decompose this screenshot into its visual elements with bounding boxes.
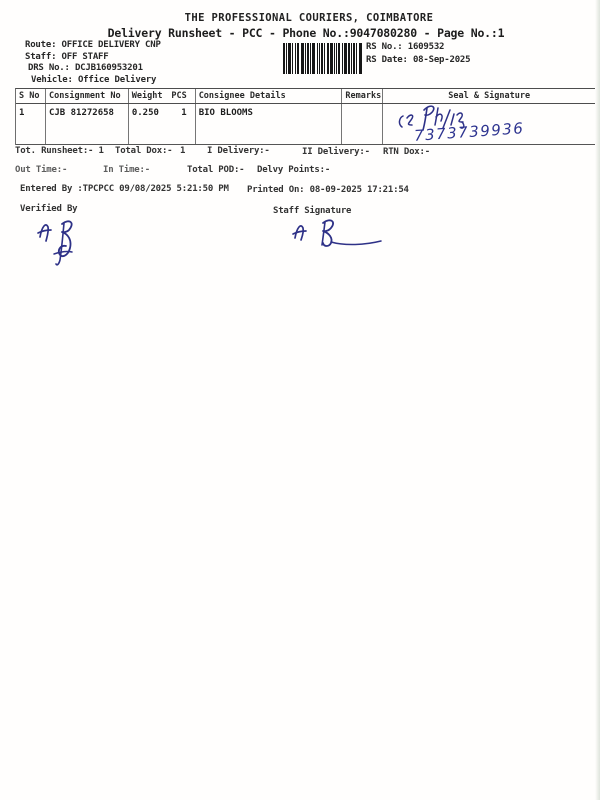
- in-time: In Time:-: [103, 165, 150, 175]
- row-weight: 0.250: [131, 108, 159, 118]
- staff-line: [25, 52, 109, 62]
- drs-line: [28, 63, 143, 73]
- header-consignee-details: Consignee Details: [196, 89, 343, 103]
- rs-date-label: RS Date:: [366, 55, 408, 65]
- vehicle-label: Vehicle:: [31, 75, 73, 85]
- rs-date-line: [366, 55, 470, 65]
- rs-date-value: 08-Sep-2025: [412, 55, 471, 65]
- page-title: THE PROFESSIONAL COURIERS, COIMBATORE: [184, 12, 434, 24]
- row-s-no: 1: [16, 104, 46, 144]
- rs-no-label: RS No.:: [366, 42, 403, 52]
- header-consignment-no: Consignment No: [46, 89, 129, 103]
- ii-delivery: II Delivery:-: [302, 147, 370, 157]
- out-time: Out Time:-: [15, 165, 68, 175]
- rs-no-line: [366, 42, 444, 52]
- printed-on: Printed On: 08-09-2025 17:21:54: [247, 185, 409, 195]
- row-consignment-no: CJB 81272658: [46, 104, 129, 144]
- barcode-image: [283, 43, 363, 74]
- vehicle-value: Office Delivery: [77, 75, 157, 85]
- header-weight-pcs: [129, 89, 196, 103]
- staff-signature-ink: [283, 216, 388, 254]
- rtn-dox: RTN Dox:-: [383, 147, 430, 157]
- drs-value: DCJB160953201: [74, 63, 143, 73]
- header-remarks: Remarks: [342, 89, 383, 103]
- row-remarks: [342, 104, 383, 144]
- row-pcs: 1: [181, 108, 187, 118]
- table-header-row: [16, 89, 595, 104]
- route-value: OFFICE DELIVERY CNP: [61, 40, 161, 50]
- rs-no-value: 1609532: [407, 42, 445, 52]
- i-delivery: I Delivery:-: [207, 146, 270, 156]
- seal-phone-number: 7373739936: [413, 119, 525, 145]
- tot-runsheet: Tot. Runsheet:- 1: [15, 146, 104, 156]
- verified-by-signature: [30, 216, 90, 268]
- vehicle-line: [31, 75, 156, 85]
- header-seal-signature: Seal & Signature: [448, 91, 531, 101]
- header-weight: Weight: [131, 91, 163, 101]
- scan-edge-artifact: [595, 0, 600, 800]
- drs-label: DRS No.:: [28, 63, 70, 73]
- row-weight-pcs: [129, 104, 196, 144]
- route-line: [25, 40, 161, 50]
- delvy-points: Delvy Points:-: [257, 165, 331, 175]
- staff-value: OFF STAFF: [61, 52, 109, 62]
- row-consignee: BIO BLOOMS: [196, 104, 343, 144]
- total-dox-label: Total Dox:-: [115, 146, 173, 156]
- header-s-no: S No: [16, 89, 46, 103]
- header-pcs: PCS: [171, 91, 187, 101]
- page-subtitle: Delivery Runsheet - PCC - Phone No.:9047080280 - Page No.:1: [107, 26, 505, 40]
- route-label: Route:: [25, 40, 57, 50]
- entered-by: Entered By :TPCPCC 09/08/2025 5:21:50 PM: [20, 184, 229, 194]
- verified-by-label: Verified By: [20, 204, 78, 214]
- total-pod: Total POD:-: [187, 165, 245, 175]
- staff-label: Staff:: [25, 52, 57, 62]
- total-dox-value: 1: [180, 146, 186, 156]
- staff-signature-label: Staff Signature: [273, 206, 352, 216]
